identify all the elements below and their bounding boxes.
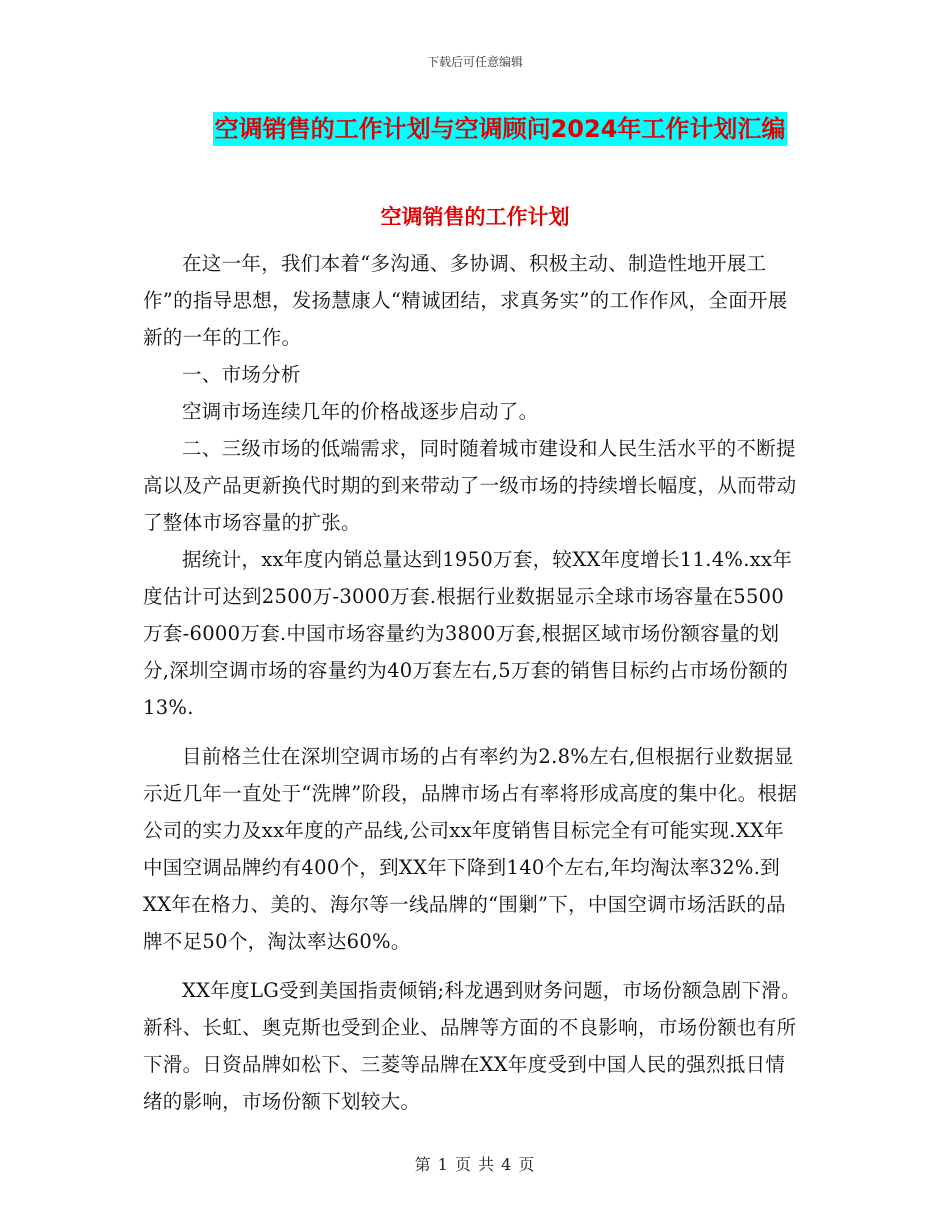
paragraph-intro: 在这一年，我们本着“多沟通、多协调、积极主动、制造性地开展工作”的指导思想，发扬慧康人“精诚团结，求真务实”的工作作风，全面开展新的一年的工作。 xyxy=(143,252,788,349)
header-note: 下载后可任意编辑 xyxy=(426,55,523,69)
paragraph-statistics: 据统计，xx年度内销总量达到1950万套，较XX年度增长11.4%.xx年度估计可达到2500万-3000万套.根据行业数据显示全球市场容量在5500万套-6000万套.中国市场容量约为3800万套,根据区域市场份额容量的划分,深圳空调市场的容量约为40万套左右,5万套的销售目标约占市场份额的13%. xyxy=(143,548,793,719)
heading-market-analysis: 一、市场分析 xyxy=(182,363,301,386)
document-body xyxy=(143,245,803,1120)
paragraph-price-war: 空调市场连续几年的价格战逐步启动了。 xyxy=(182,400,539,423)
paragraph-market-share: 目前格兰仕在深圳空调市场的占有率约为2.8%左右,但根据行业数据显示近几年一直处于“洗牌”阶段，品牌市场占有率将形成高度的集中化。根据公司的实力及xx年度的产品线,公司xx年度销售目标完全有可能实现.XX年中国空调品牌约有400个，到XX年下降到140个左右,年均淘汰率32%.到XX年在格力、美的、海尔等一线品牌的“围剿”下，中国空调市场活跃的品牌不足50个，淘汰率达60%。 xyxy=(143,745,798,953)
page-footer: 第 1 页 共 4 页 xyxy=(414,1155,536,1174)
paragraph-market-demand: 二、三级市场的低端需求，同时随着城市建设和人民生活水平的不断提高以及产品更新换代时期的到来带动了一级市场的持续增长幅度，从而带动了整体市场容量的扩张。 xyxy=(143,437,797,534)
section-title: 空调销售的工作计划 xyxy=(380,205,570,229)
document-title-wrap xyxy=(0,112,950,146)
document-title: 空调销售的工作计划与空调顾问2024年工作计划汇编 xyxy=(213,112,788,146)
paragraph-competitors: XX年度LG受到美国指责倾销;科龙遇到财务问题，市场份额急剧下滑。新科、长虹、奥克斯也受到企业、品牌等方面的不良影响，市场份额也有所下滑。日资品牌如松下、三菱等品牌在XX年度受到中国人民的强烈抵日情绪的影响，市场份额下划较大。 xyxy=(143,979,801,1113)
